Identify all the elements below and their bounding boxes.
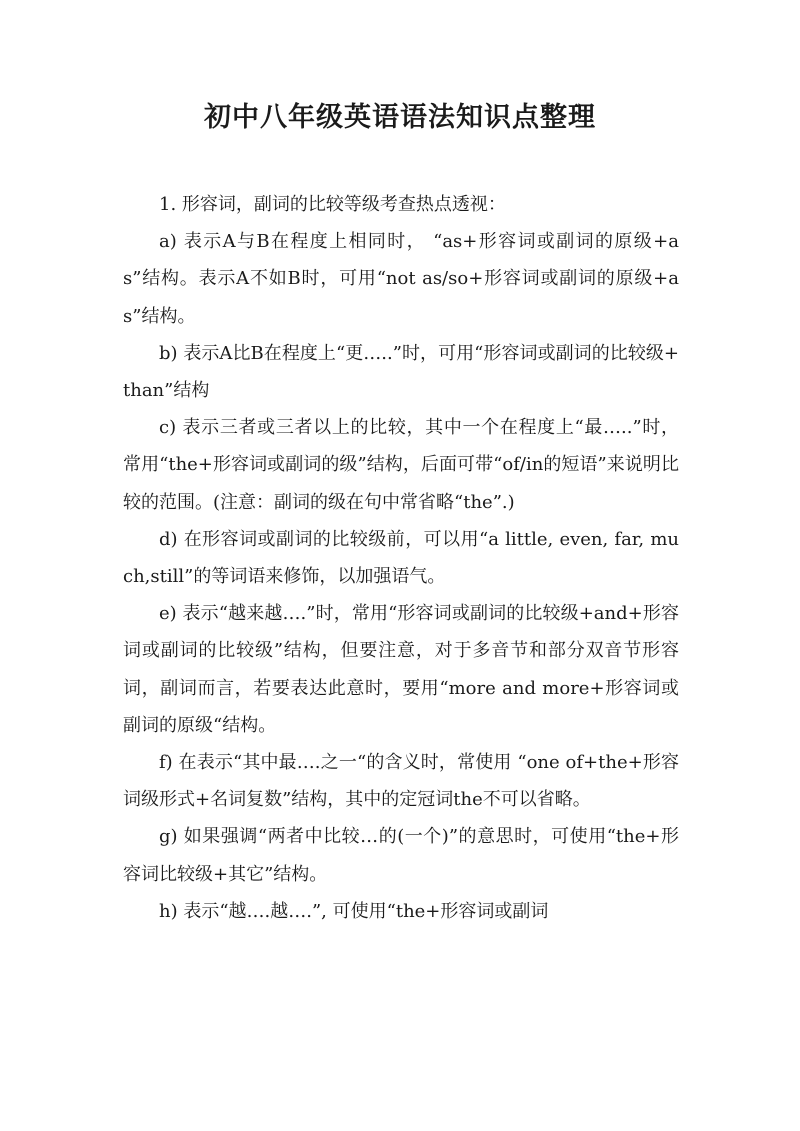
section-heading: 1. 形容词，副词的比较等级考查热点透视： (159, 194, 506, 215)
paragraph-b: b) 表示A比B在程度上“更…..”时，可用“形容词或副词的比较级+than”结构 (123, 342, 679, 402)
paragraph-d: d) 在形容词或副词的比较级前，可以用“a little, even, far, much,still”的等词语来修饰，以加强语气。 (123, 528, 679, 588)
document-body (123, 186, 679, 930)
paragraph-c: c) 表示三者或三者以上的比较，其中一个在程度上“最…..”时，常用“the+形容词或副词的级”结构，后面可带“of/in的短语”来说明比较的范围。(注意：副词的级在句中常省略“the”.) (123, 417, 679, 513)
document-title: 初中八年级英语语法知识点整理 (204, 102, 596, 133)
paragraph-h: h) 表示“越….越….”, 可使用“the+形容词或副词 (159, 900, 549, 922)
paragraph-e: e) 表示“越来越….”时，常用“形容词或副词的比较级+and+形容词或副词的比较级”结构，但要注意，对于多音节和部分双音节形容词，副词而言，若要表达此意时，要用“more and more+形容词或副词的原级“结构。 (123, 603, 679, 736)
paragraph-a: a) 表示A与B在程度上相同时， “as+形容词或副词的原级+as”结构。表示A不如B时，可用“not as/so+形容词或副词的原级+as”结构。 (123, 231, 679, 327)
paragraph-g: g) 如果强调“两者中比较…的(一个)”的意思时，可使用“the+形容词比较级+其它”结构。 (123, 826, 679, 885)
paragraph-f: f) 在表示“其中最….之一“的含义时，常使用 “one of+the+形容词级形式+名词复数”结构，其中的定冠词the不可以省略。 (123, 752, 679, 811)
